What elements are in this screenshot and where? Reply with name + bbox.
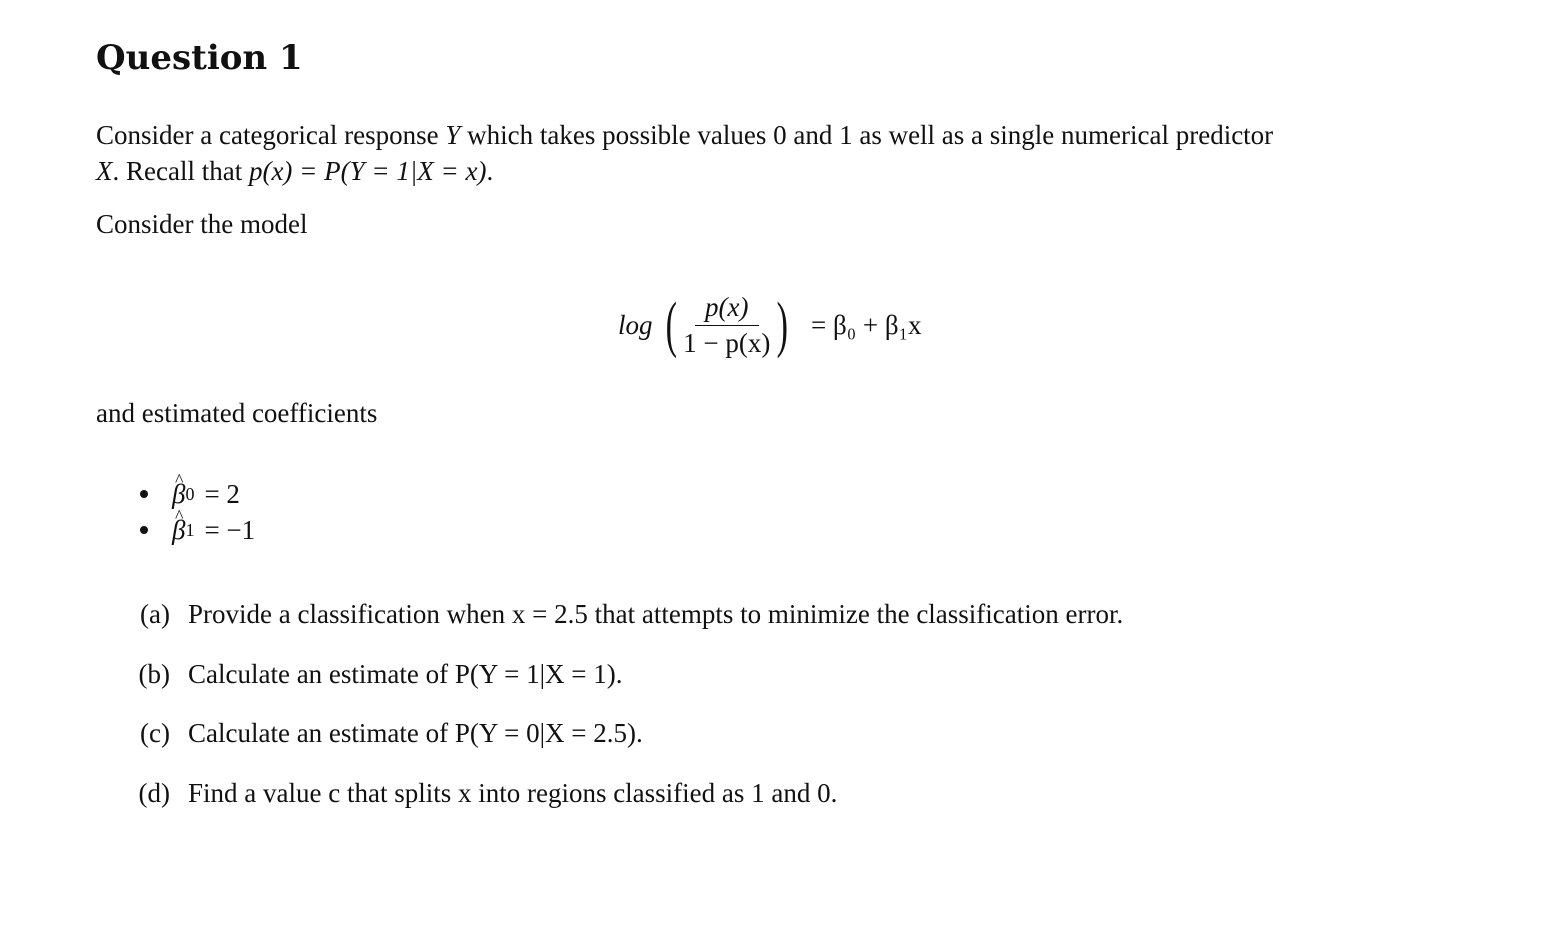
part-label: (c) xyxy=(140,718,170,748)
question-title: Question 1 xyxy=(96,38,303,78)
question-parts xyxy=(116,596,1123,834)
fraction-denominator: 1 − p(x) xyxy=(683,327,771,358)
intro-math: p(x) = P(Y = 1|X = x) xyxy=(248,156,487,186)
logit-equation xyxy=(618,280,922,370)
coefficient-item xyxy=(140,512,255,548)
beta-subscript: 1 xyxy=(185,520,195,540)
question-part-d xyxy=(116,775,1123,835)
intro-line-2 xyxy=(96,153,1273,189)
part-text: Calculate an estimate of P(Y = 0|X = 2.5). xyxy=(188,718,643,748)
intro-text-end: . xyxy=(486,156,494,186)
intro-text-1b: which takes possible values 0 and 1 as well as a single numerical predictor xyxy=(460,120,1274,150)
equation-log: log xyxy=(618,309,653,340)
right-paren: ) xyxy=(777,291,789,359)
beta-hat-symbol: ^ β xyxy=(172,512,185,548)
equation-fraction xyxy=(679,292,774,359)
part-label: (d) xyxy=(138,777,170,808)
intro-var-x: X xyxy=(96,156,113,186)
part-text: Provide a classification when x = 2.5 that attempts to minimize the classification error. xyxy=(188,599,1124,629)
model-intro: Consider the model xyxy=(96,209,308,239)
intro-var-y: Y xyxy=(445,120,461,150)
bullet-icon xyxy=(140,490,148,498)
coefficient-value: = −1 xyxy=(204,515,256,545)
bullet-icon xyxy=(140,526,148,534)
equation-rhs: = β₀ + β₁x xyxy=(811,309,922,340)
part-text: Find a value c that splits x into regions classified as 1 and 0. xyxy=(188,777,838,808)
part-label: (b) xyxy=(138,658,170,689)
part-label: (a) xyxy=(140,599,170,629)
fraction-numerator: p(x) xyxy=(695,292,758,326)
question-part-c xyxy=(116,715,1123,775)
intro-text-1a: Consider a categorical response xyxy=(96,120,446,150)
intro-line-1 xyxy=(96,117,1273,153)
beta-subscript: 0 xyxy=(185,484,195,504)
coefficients-intro: and estimated coefficients xyxy=(96,398,378,428)
part-text: Calculate an estimate of P(Y = 1|X = 1). xyxy=(188,658,623,689)
coefficient-item xyxy=(140,476,255,512)
coefficient-list xyxy=(140,476,255,548)
question-part-b xyxy=(116,656,1123,716)
intro-text-2b: . Recall that xyxy=(112,156,249,186)
intro-paragraph xyxy=(96,117,1273,189)
left-paren: ( xyxy=(665,291,677,359)
beta-hat-symbol: ^ β xyxy=(172,476,185,512)
question-part-a xyxy=(116,596,1123,656)
coefficient-value: = 2 xyxy=(204,479,240,509)
